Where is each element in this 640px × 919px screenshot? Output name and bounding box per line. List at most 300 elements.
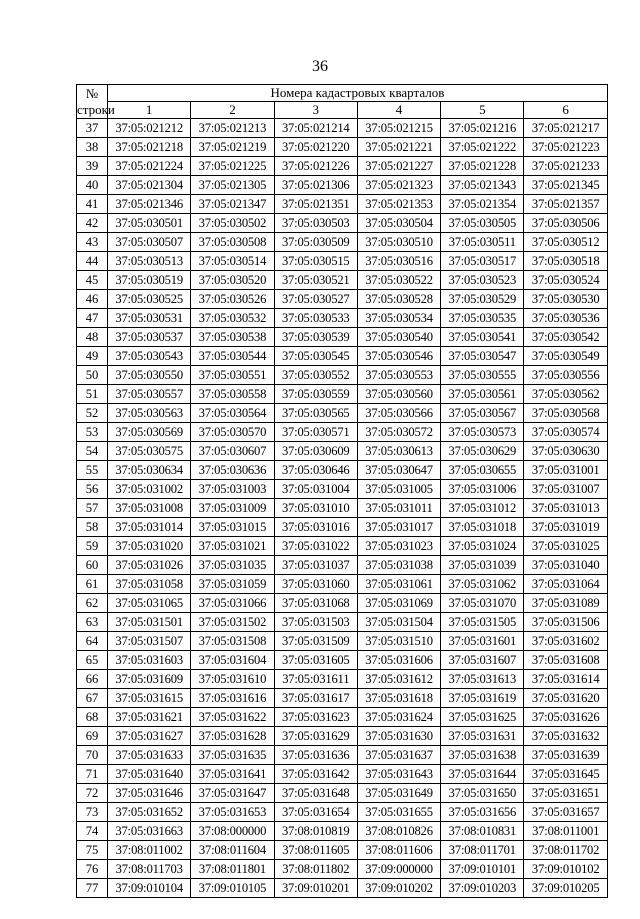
table-row xyxy=(77,119,608,138)
cadastral-number-cell: 37:09:000000 xyxy=(357,860,440,879)
cadastral-number-cell: 37:05:030570 xyxy=(191,423,274,442)
cadastral-number-cell: 37:05:030507 xyxy=(108,233,191,252)
cadastral-number-cell: 37:08:011802 xyxy=(274,860,357,879)
cadastral-number-cell: 37:05:031018 xyxy=(441,518,524,537)
row-number-cell: 74 xyxy=(77,822,108,841)
cadastral-number-cell: 37:05:031644 xyxy=(441,765,524,784)
cadastral-number-cell: 37:05:031039 xyxy=(441,556,524,575)
column-header-3: 3 xyxy=(274,102,357,119)
cadastral-number-cell: 37:05:031019 xyxy=(524,518,607,537)
cadastral-number-cell: 37:05:031066 xyxy=(191,594,274,613)
cadastral-number-cell: 37:05:021215 xyxy=(357,119,440,138)
cadastral-number-cell: 37:05:030535 xyxy=(441,309,524,328)
table-row xyxy=(77,385,608,404)
cadastral-number-cell: 37:05:030522 xyxy=(357,271,440,290)
cadastral-number-cell: 37:05:030629 xyxy=(441,442,524,461)
cadastral-number-cell: 37:05:031507 xyxy=(108,632,191,651)
table-row xyxy=(77,176,608,195)
cadastral-number-cell: 37:05:030557 xyxy=(108,385,191,404)
cadastral-number-cell: 37:05:031647 xyxy=(191,784,274,803)
row-number-cell: 64 xyxy=(77,632,108,651)
cadastral-number-cell: 37:05:031037 xyxy=(274,556,357,575)
cadastral-number-cell: 37:05:030572 xyxy=(357,423,440,442)
cadastral-number-cell: 37:05:021213 xyxy=(191,119,274,138)
cadastral-number-cell: 37:05:031038 xyxy=(357,556,440,575)
cadastral-number-cell: 37:05:031635 xyxy=(191,746,274,765)
cadastral-number-cell: 37:08:011703 xyxy=(108,860,191,879)
cadastral-number-cell: 37:05:031620 xyxy=(524,689,607,708)
cadastral-number-cell: 37:08:011702 xyxy=(524,841,607,860)
cadastral-number-cell: 37:05:031624 xyxy=(357,708,440,727)
cadastral-number-cell: 37:05:031015 xyxy=(191,518,274,537)
cadastral-number-cell: 37:05:031619 xyxy=(441,689,524,708)
cadastral-number-cell: 37:05:031629 xyxy=(274,727,357,746)
cadastral-number-cell: 37:05:031646 xyxy=(108,784,191,803)
cadastral-number-cell: 37:05:021228 xyxy=(441,157,524,176)
cadastral-number-cell: 37:05:030647 xyxy=(357,461,440,480)
cadastral-number-cell: 37:05:031625 xyxy=(441,708,524,727)
cadastral-number-cell: 37:05:031026 xyxy=(108,556,191,575)
cadastral-number-cell: 37:05:030537 xyxy=(108,328,191,347)
cadastral-number-cell: 37:05:030536 xyxy=(524,309,607,328)
row-number-cell: 50 xyxy=(77,366,108,385)
cadastral-number-cell: 37:05:031508 xyxy=(191,632,274,651)
row-number-cell: 66 xyxy=(77,670,108,689)
cadastral-number-cell: 37:05:030549 xyxy=(524,347,607,366)
row-number-cell: 71 xyxy=(77,765,108,784)
cadastral-number-cell: 37:05:030636 xyxy=(191,461,274,480)
table-row xyxy=(77,499,608,518)
cadastral-number-cell: 37:09:010104 xyxy=(108,879,191,898)
cadastral-number-cell: 37:05:030556 xyxy=(524,366,607,385)
cadastral-number-cell: 37:05:030564 xyxy=(191,404,274,423)
table-row xyxy=(77,442,608,461)
row-number-header-top: № xyxy=(85,85,99,101)
cadastral-number-cell: 37:05:030646 xyxy=(274,461,357,480)
row-number-cell: 45 xyxy=(77,271,108,290)
cadastral-number-cell: 37:05:030562 xyxy=(524,385,607,404)
cadastral-number-cell: 37:08:011604 xyxy=(191,841,274,860)
cadastral-number-cell: 37:05:031601 xyxy=(441,632,524,651)
cadastral-number-cell: 37:05:031617 xyxy=(274,689,357,708)
cadastral-number-cell: 37:05:021224 xyxy=(108,157,191,176)
cadastral-number-cell: 37:05:021347 xyxy=(191,195,274,214)
table-row xyxy=(77,328,608,347)
cadastral-number-cell: 37:05:031639 xyxy=(524,746,607,765)
row-number-cell: 41 xyxy=(77,195,108,214)
cadastral-number-cell: 37:05:031650 xyxy=(441,784,524,803)
cadastral-number-cell: 37:05:030528 xyxy=(357,290,440,309)
column-header-2: 2 xyxy=(191,102,274,119)
cadastral-number-cell: 37:05:030613 xyxy=(357,442,440,461)
row-number-cell: 65 xyxy=(77,651,108,670)
cadastral-number-cell: 37:05:031062 xyxy=(441,575,524,594)
cadastral-number-cell: 37:05:021218 xyxy=(108,138,191,157)
table-row xyxy=(77,518,608,537)
cadastral-number-cell: 37:05:030505 xyxy=(441,214,524,233)
cadastral-number-cell: 37:05:031607 xyxy=(441,651,524,670)
cadastral-number-cell: 37:05:030540 xyxy=(357,328,440,347)
cadastral-number-cell: 37:05:030569 xyxy=(108,423,191,442)
cadastral-number-cell: 37:05:030523 xyxy=(441,271,524,290)
table-row xyxy=(77,746,608,765)
cadastral-number-cell: 37:09:010203 xyxy=(441,879,524,898)
column-header-5: 5 xyxy=(441,102,524,119)
column-header-4: 4 xyxy=(357,102,440,119)
row-number-cell: 76 xyxy=(77,860,108,879)
cadastral-number-cell: 37:05:030524 xyxy=(524,271,607,290)
table-row xyxy=(77,423,608,442)
cadastral-number-cell: 37:05:030509 xyxy=(274,233,357,252)
table-row xyxy=(77,347,608,366)
cadastral-number-cell: 37:05:030566 xyxy=(357,404,440,423)
cadastral-number-cell: 37:05:031605 xyxy=(274,651,357,670)
cadastral-number-cell: 37:05:021217 xyxy=(524,119,607,138)
row-number-cell: 37 xyxy=(77,119,108,138)
cadastral-number-cell: 37:05:031609 xyxy=(108,670,191,689)
cadastral-number-cell: 37:05:031633 xyxy=(108,746,191,765)
table-row xyxy=(77,727,608,746)
row-number-cell: 51 xyxy=(77,385,108,404)
cadastral-number-cell: 37:05:031502 xyxy=(191,613,274,632)
column-header-6: 6 xyxy=(524,102,607,119)
cadastral-number-cell: 37:08:011002 xyxy=(108,841,191,860)
cadastral-number-cell: 37:05:031655 xyxy=(357,803,440,822)
cadastral-number-cell: 37:05:030547 xyxy=(441,347,524,366)
cadastral-number-cell: 37:05:030514 xyxy=(191,252,274,271)
row-number-cell: 70 xyxy=(77,746,108,765)
cadastral-number-cell: 37:05:031004 xyxy=(274,480,357,499)
cadastral-number-cell: 37:05:030539 xyxy=(274,328,357,347)
cadastral-number-cell: 37:05:031653 xyxy=(191,803,274,822)
cadastral-number-cell: 37:05:031003 xyxy=(191,480,274,499)
cadastral-number-cell: 37:05:031504 xyxy=(357,613,440,632)
cadastral-number-cell: 37:05:031060 xyxy=(274,575,357,594)
cadastral-quarters-table xyxy=(76,84,608,898)
table-row xyxy=(77,651,608,670)
cadastral-number-cell: 37:05:021227 xyxy=(357,157,440,176)
cadastral-number-cell: 37:05:021354 xyxy=(441,195,524,214)
cadastral-number-cell: 37:09:010101 xyxy=(441,860,524,879)
cadastral-number-cell: 37:05:030501 xyxy=(108,214,191,233)
cadastral-number-cell: 37:05:031608 xyxy=(524,651,607,670)
cadastral-number-cell: 37:05:030527 xyxy=(274,290,357,309)
cadastral-number-cell: 37:05:030634 xyxy=(108,461,191,480)
cadastral-number-cell: 37:05:030526 xyxy=(191,290,274,309)
cadastral-number-cell: 37:05:030561 xyxy=(441,385,524,404)
row-number-cell: 43 xyxy=(77,233,108,252)
cadastral-number-cell: 37:05:031615 xyxy=(108,689,191,708)
cadastral-number-cell: 37:05:031611 xyxy=(274,670,357,689)
cadastral-number-cell: 37:05:030559 xyxy=(274,385,357,404)
cadastral-number-cell: 37:05:030512 xyxy=(524,233,607,252)
cadastral-number-cell: 37:05:030508 xyxy=(191,233,274,252)
cadastral-number-cell: 37:05:030525 xyxy=(108,290,191,309)
cadastral-number-cell: 37:05:030534 xyxy=(357,309,440,328)
cadastral-number-cell: 37:05:030532 xyxy=(191,309,274,328)
cadastral-number-cell: 37:05:031022 xyxy=(274,537,357,556)
cadastral-number-cell: 37:05:021353 xyxy=(357,195,440,214)
cadastral-number-cell: 37:05:031008 xyxy=(108,499,191,518)
row-number-cell: 46 xyxy=(77,290,108,309)
cadastral-number-cell: 37:09:010205 xyxy=(524,879,607,898)
cadastral-number-cell: 37:05:031021 xyxy=(191,537,274,556)
table-row xyxy=(77,404,608,423)
table-row xyxy=(77,860,608,879)
cadastral-number-cell: 37:05:031606 xyxy=(357,651,440,670)
cadastral-number-cell: 37:05:030565 xyxy=(274,404,357,423)
cadastral-number-cell: 37:05:030510 xyxy=(357,233,440,252)
cadastral-number-cell: 37:05:031613 xyxy=(441,670,524,689)
cadastral-number-cell: 37:05:030503 xyxy=(274,214,357,233)
row-number-cell: 62 xyxy=(77,594,108,613)
cadastral-number-cell: 37:05:030574 xyxy=(524,423,607,442)
cadastral-number-cell: 37:05:031602 xyxy=(524,632,607,651)
cadastral-number-cell: 37:05:021305 xyxy=(191,176,274,195)
cadastral-number-cell: 37:05:031089 xyxy=(524,594,607,613)
cadastral-number-cell: 37:05:031068 xyxy=(274,594,357,613)
cadastral-number-cell: 37:08:011606 xyxy=(357,841,440,860)
cadastral-number-cell: 37:05:030563 xyxy=(108,404,191,423)
cadastral-number-cell: 37:09:010102 xyxy=(524,860,607,879)
cadastral-number-cell: 37:05:030573 xyxy=(441,423,524,442)
cadastral-number-cell: 37:05:030517 xyxy=(441,252,524,271)
cadastral-number-cell: 37:05:030520 xyxy=(191,271,274,290)
row-number-cell: 53 xyxy=(77,423,108,442)
cadastral-number-cell: 37:05:031637 xyxy=(357,746,440,765)
cadastral-number-cell: 37:05:021216 xyxy=(441,119,524,138)
cadastral-number-cell: 37:05:030530 xyxy=(524,290,607,309)
row-number-header xyxy=(77,85,115,119)
row-number-cell: 42 xyxy=(77,214,108,233)
table-row xyxy=(77,195,608,214)
table-row xyxy=(77,784,608,803)
cadastral-number-cell: 37:05:031649 xyxy=(357,784,440,803)
table-row xyxy=(77,708,608,727)
cadastral-number-cell: 37:05:031070 xyxy=(441,594,524,613)
cadastral-number-cell: 37:05:021225 xyxy=(191,157,274,176)
table-row xyxy=(77,252,608,271)
cadastral-number-cell: 37:05:031612 xyxy=(357,670,440,689)
cadastral-number-cell: 37:05:031656 xyxy=(441,803,524,822)
cadastral-number-cell: 37:05:030571 xyxy=(274,423,357,442)
cadastral-number-cell: 37:05:031614 xyxy=(524,670,607,689)
row-number-cell: 73 xyxy=(77,803,108,822)
cadastral-number-cell: 37:05:031626 xyxy=(524,708,607,727)
cadastral-number-cell: 37:05:031069 xyxy=(357,594,440,613)
table-row xyxy=(77,765,608,784)
cadastral-number-cell: 37:09:010105 xyxy=(191,879,274,898)
table-row xyxy=(77,822,608,841)
row-number-cell: 49 xyxy=(77,347,108,366)
cadastral-number-cell: 37:05:031059 xyxy=(191,575,274,594)
cadastral-number-cell: 37:05:030533 xyxy=(274,309,357,328)
cadastral-number-cell: 37:05:030575 xyxy=(108,442,191,461)
cadastral-number-cell: 37:09:010201 xyxy=(274,879,357,898)
table-row xyxy=(77,556,608,575)
cadastral-number-cell: 37:05:031505 xyxy=(441,613,524,632)
cadastral-number-cell: 37:05:021220 xyxy=(274,138,357,157)
cadastral-number-cell: 37:05:030567 xyxy=(441,404,524,423)
cadastral-number-cell: 37:05:031010 xyxy=(274,499,357,518)
cadastral-number-cell: 37:05:031014 xyxy=(108,518,191,537)
row-number-cell: 67 xyxy=(77,689,108,708)
cadastral-number-cell: 37:05:030609 xyxy=(274,442,357,461)
cadastral-number-cell: 37:05:030545 xyxy=(274,347,357,366)
cadastral-number-cell: 37:05:030529 xyxy=(441,290,524,309)
cadastral-number-cell: 37:05:021219 xyxy=(191,138,274,157)
cadastral-number-cell: 37:05:021306 xyxy=(274,176,357,195)
cadastral-number-cell: 37:05:031657 xyxy=(524,803,607,822)
row-number-cell: 55 xyxy=(77,461,108,480)
cadastral-number-cell: 37:05:030558 xyxy=(191,385,274,404)
cadastral-number-cell: 37:08:010831 xyxy=(441,822,524,841)
cadastral-number-cell: 37:05:031630 xyxy=(357,727,440,746)
cadastral-number-cell: 37:05:021233 xyxy=(524,157,607,176)
cadastral-number-cell: 37:05:031616 xyxy=(191,689,274,708)
row-number-cell: 48 xyxy=(77,328,108,347)
cadastral-number-cell: 37:05:031654 xyxy=(274,803,357,822)
cadastral-number-cell: 37:05:031065 xyxy=(108,594,191,613)
row-number-header-bottom: строки xyxy=(77,101,115,117)
table-body xyxy=(77,119,608,898)
cadastral-number-cell: 37:05:031503 xyxy=(274,613,357,632)
cadastral-number-cell: 37:05:031510 xyxy=(357,632,440,651)
cadastral-number-cell: 37:05:021351 xyxy=(274,195,357,214)
row-number-cell: 69 xyxy=(77,727,108,746)
cadastral-number-cell: 37:05:031035 xyxy=(191,556,274,575)
table-row xyxy=(77,879,608,898)
cadastral-number-cell: 37:05:031013 xyxy=(524,499,607,518)
cadastral-number-cell: 37:05:031501 xyxy=(108,613,191,632)
cadastral-number-cell: 37:05:031643 xyxy=(357,765,440,784)
table-row xyxy=(77,309,608,328)
row-number-cell: 72 xyxy=(77,784,108,803)
row-number-cell: 60 xyxy=(77,556,108,575)
cadastral-number-cell: 37:05:031058 xyxy=(108,575,191,594)
cadastral-number-cell: 37:05:030543 xyxy=(108,347,191,366)
table-row xyxy=(77,138,608,157)
cadastral-number-cell: 37:05:031024 xyxy=(441,537,524,556)
cadastral-number-cell: 37:05:021223 xyxy=(524,138,607,157)
cadastral-number-cell: 37:05:031023 xyxy=(357,537,440,556)
cadastral-number-cell: 37:09:010202 xyxy=(357,879,440,898)
cadastral-number-cell: 37:05:021304 xyxy=(108,176,191,195)
row-number-cell: 52 xyxy=(77,404,108,423)
cadastral-number-cell: 37:05:031005 xyxy=(357,480,440,499)
cadastral-number-cell: 37:05:030553 xyxy=(357,366,440,385)
table-row xyxy=(77,594,608,613)
row-number-cell: 75 xyxy=(77,841,108,860)
table-row xyxy=(77,233,608,252)
row-number-cell: 54 xyxy=(77,442,108,461)
cadastral-number-cell: 37:05:021345 xyxy=(524,176,607,195)
cadastral-number-cell: 37:05:021226 xyxy=(274,157,357,176)
table-row xyxy=(77,480,608,499)
cadastral-number-cell: 37:05:030655 xyxy=(441,461,524,480)
cadastral-number-cell: 37:05:021357 xyxy=(524,195,607,214)
row-number-cell: 40 xyxy=(77,176,108,195)
cadastral-number-cell: 37:05:031001 xyxy=(524,461,607,480)
cadastral-number-cell: 37:05:030518 xyxy=(524,252,607,271)
cadastral-number-cell: 37:05:031648 xyxy=(274,784,357,803)
row-number-cell: 58 xyxy=(77,518,108,537)
page-number: 36 xyxy=(312,58,328,75)
table-row xyxy=(77,670,608,689)
row-number-cell: 57 xyxy=(77,499,108,518)
table-row xyxy=(77,632,608,651)
cadastral-number-cell: 37:05:021343 xyxy=(441,176,524,195)
cadastral-number-cell: 37:05:030551 xyxy=(191,366,274,385)
cadastral-number-cell: 37:05:021346 xyxy=(108,195,191,214)
column-header-1: 1 xyxy=(108,102,191,119)
cadastral-number-cell: 37:05:030541 xyxy=(441,328,524,347)
column-number-row xyxy=(77,102,608,119)
cadastral-number-cell: 37:05:031636 xyxy=(274,746,357,765)
cadastral-number-cell: 37:05:031506 xyxy=(524,613,607,632)
row-number-cell: 61 xyxy=(77,575,108,594)
table-row xyxy=(77,841,608,860)
cadastral-number-cell: 37:05:031064 xyxy=(524,575,607,594)
row-number-cell: 47 xyxy=(77,309,108,328)
cadastral-number-cell: 37:05:031012 xyxy=(441,499,524,518)
row-number-cell: 39 xyxy=(77,157,108,176)
cadastral-number-cell: 37:05:031632 xyxy=(524,727,607,746)
cadastral-number-cell: 37:05:031622 xyxy=(191,708,274,727)
cadastral-number-cell: 37:05:031025 xyxy=(524,537,607,556)
table-row xyxy=(77,157,608,176)
cadastral-number-cell: 37:05:021214 xyxy=(274,119,357,138)
cadastral-number-cell: 37:05:031618 xyxy=(357,689,440,708)
cadastral-number-cell: 37:05:030516 xyxy=(357,252,440,271)
cadastral-number-cell: 37:05:021222 xyxy=(441,138,524,157)
cadastral-number-cell: 37:05:031009 xyxy=(191,499,274,518)
cadastral-number-cell: 37:05:031020 xyxy=(108,537,191,556)
row-number-cell: 38 xyxy=(77,138,108,157)
row-number-cell: 56 xyxy=(77,480,108,499)
cadastral-number-cell: 37:05:030542 xyxy=(524,328,607,347)
cadastral-number-cell: 37:05:030531 xyxy=(108,309,191,328)
cadastral-number-cell: 37:05:030544 xyxy=(191,347,274,366)
cadastral-number-cell: 37:08:000000 xyxy=(191,822,274,841)
cadastral-number-cell: 37:05:030506 xyxy=(524,214,607,233)
cadastral-number-cell: 37:05:031631 xyxy=(441,727,524,746)
cadastral-number-cell: 37:05:030515 xyxy=(274,252,357,271)
table-row xyxy=(77,537,608,556)
cadastral-number-cell: 37:05:031011 xyxy=(357,499,440,518)
cadastral-number-cell: 37:05:021212 xyxy=(108,119,191,138)
cadastral-number-cell: 37:05:030504 xyxy=(357,214,440,233)
cadastral-number-cell: 37:05:030513 xyxy=(108,252,191,271)
cadastral-number-cell: 37:05:030546 xyxy=(357,347,440,366)
cadastral-number-cell: 37:05:031651 xyxy=(524,784,607,803)
cadastral-number-cell: 37:05:031623 xyxy=(274,708,357,727)
cadastral-number-cell: 37:05:031016 xyxy=(274,518,357,537)
table-row xyxy=(77,271,608,290)
cadastral-number-cell: 37:08:011001 xyxy=(524,822,607,841)
table-row xyxy=(77,613,608,632)
cadastral-number-cell: 37:05:031007 xyxy=(524,480,607,499)
table-row xyxy=(77,803,608,822)
cadastral-number-cell: 37:05:030511 xyxy=(441,233,524,252)
cadastral-number-cell: 37:05:030502 xyxy=(191,214,274,233)
cadastral-number-cell: 37:05:031638 xyxy=(441,746,524,765)
row-number-cell: 44 xyxy=(77,252,108,271)
cadastral-number-cell: 37:08:011701 xyxy=(441,841,524,860)
cadastral-number-cell: 37:05:031652 xyxy=(108,803,191,822)
cadastral-number-cell: 37:05:030630 xyxy=(524,442,607,461)
table-row xyxy=(77,461,608,480)
